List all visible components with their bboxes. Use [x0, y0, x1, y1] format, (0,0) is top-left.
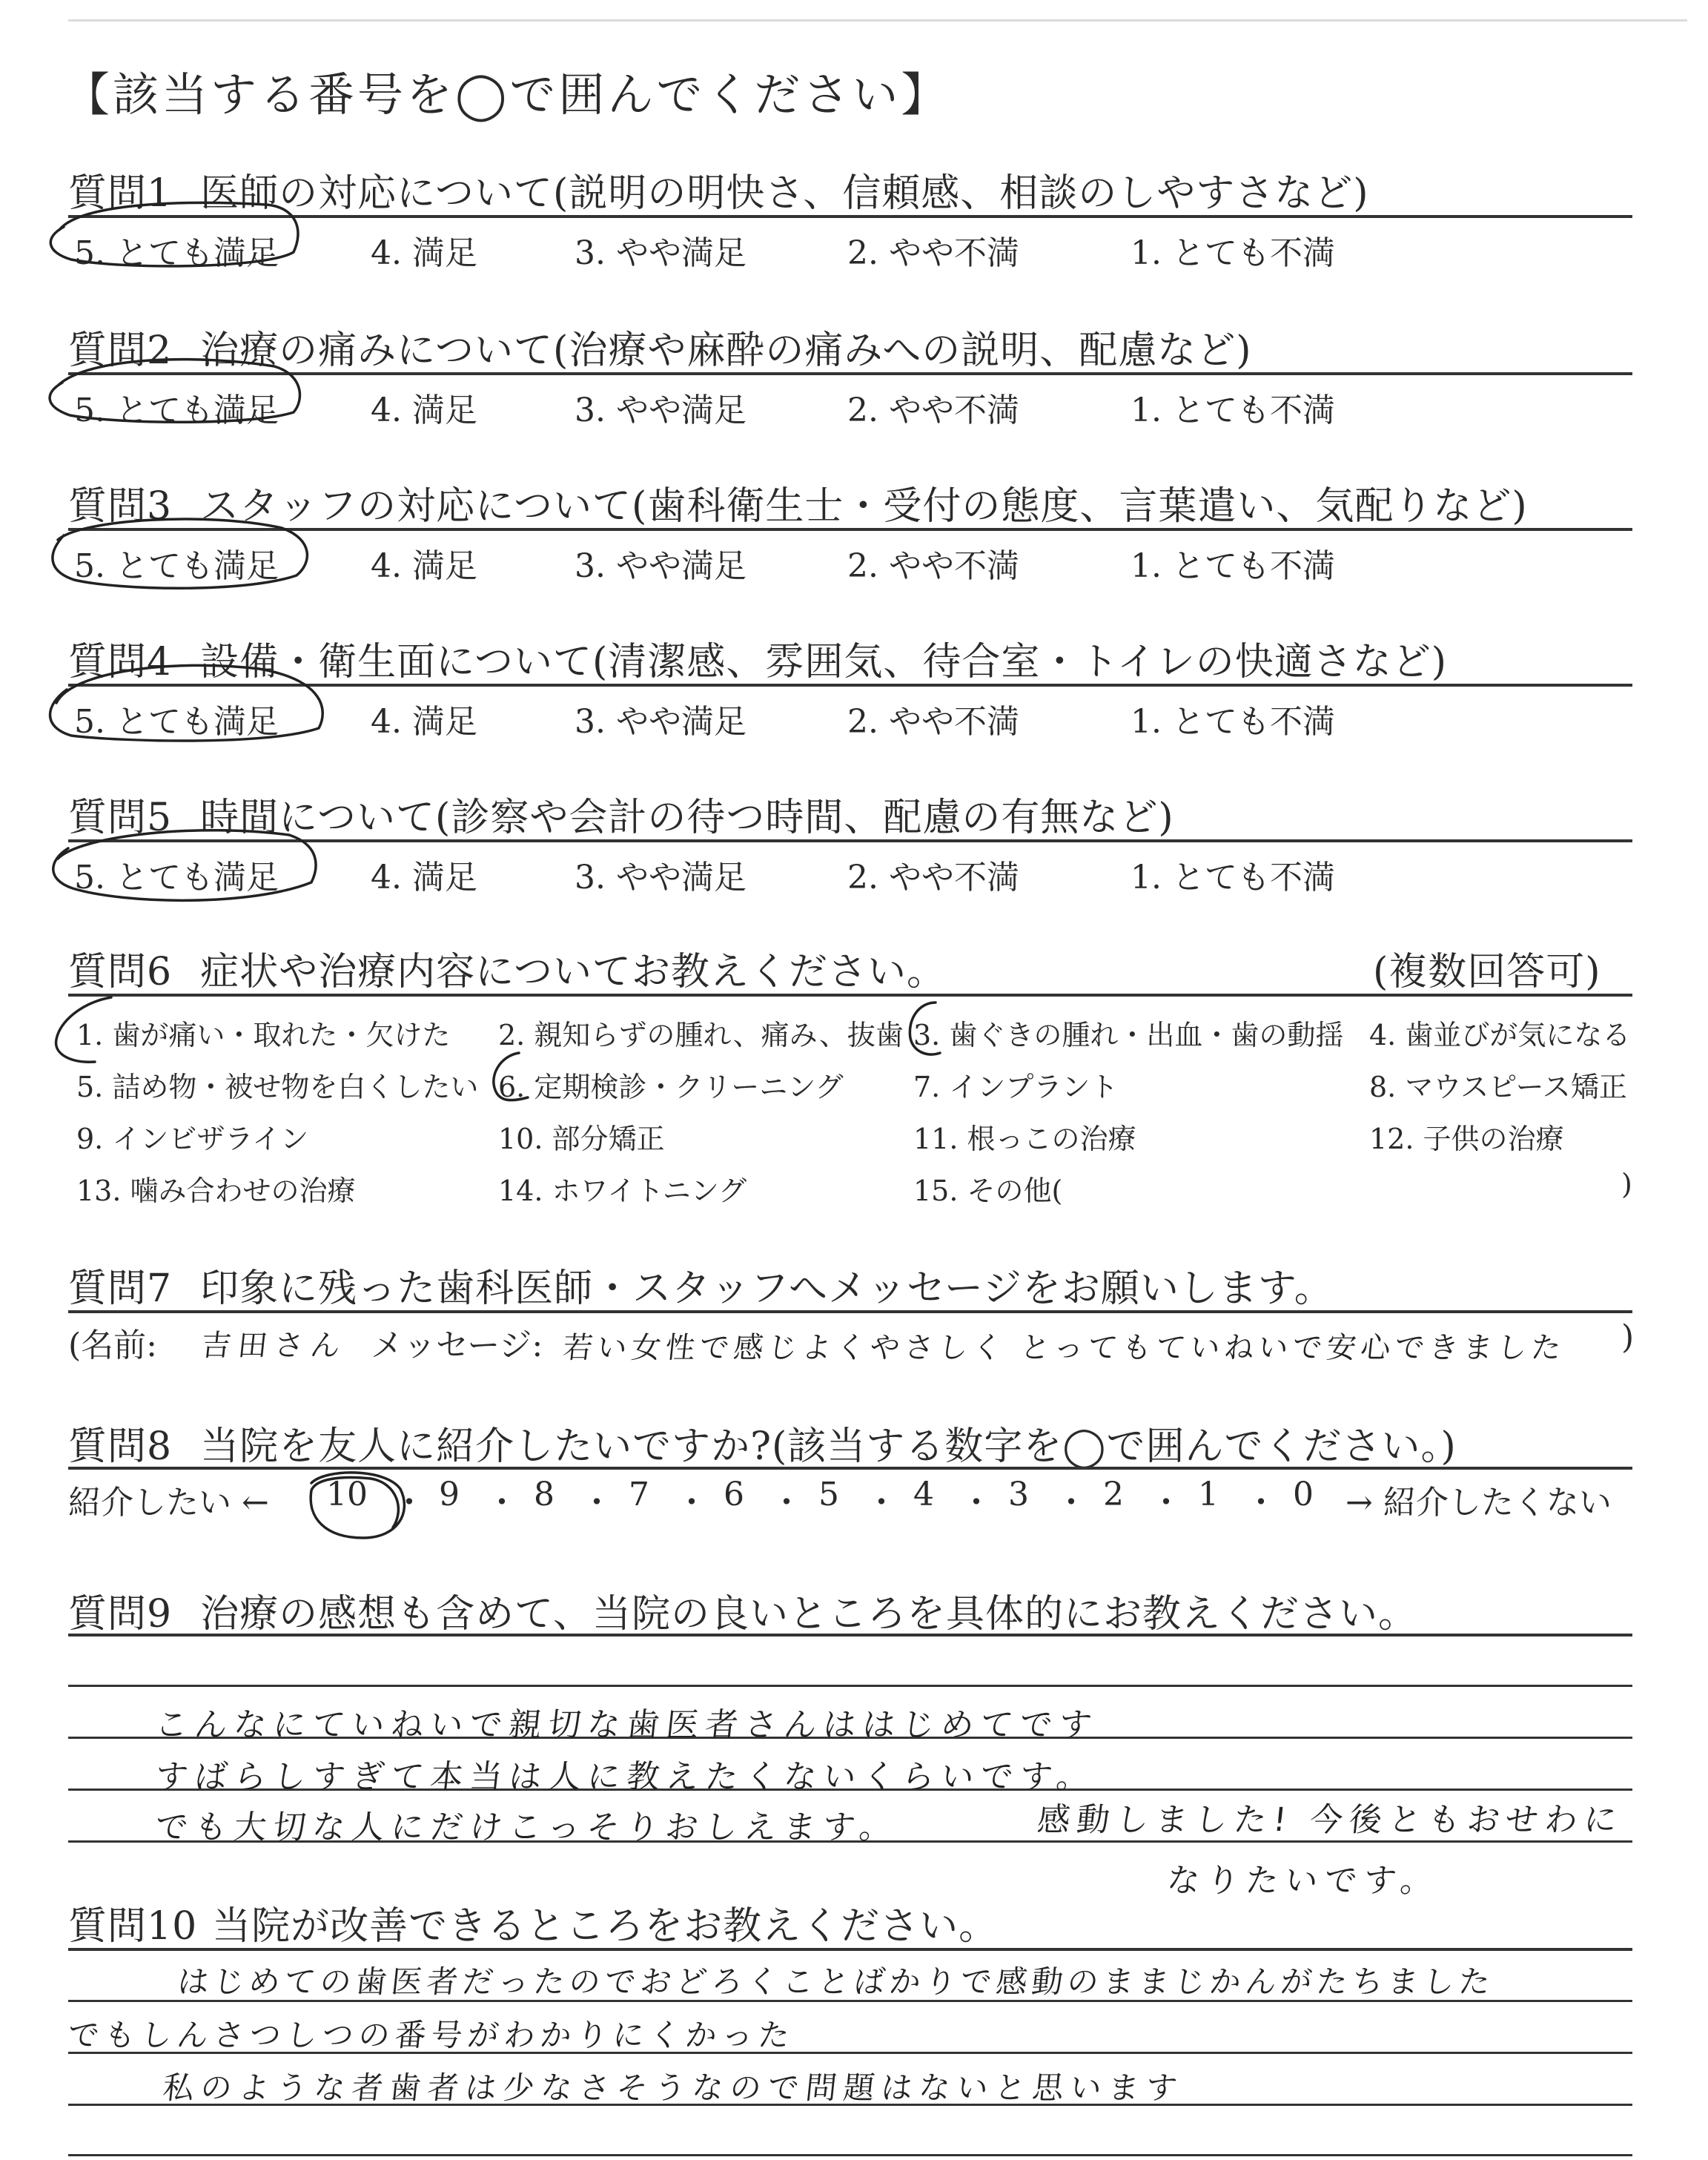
q8-right-label: → 紹介したくない: [1345, 1484, 1612, 1522]
question-3-rule: [68, 528, 1632, 531]
q8-scale-9[interactable]: 9: [439, 1476, 460, 1513]
question-6-rule: [68, 994, 1632, 997]
q2-option-3[interactable]: 3. やや満足: [575, 392, 747, 429]
question-7-rule: [68, 1310, 1632, 1313]
q6-option-15-close: ): [1621, 1168, 1632, 1200]
q2-option-2[interactable]: 2. やや不満: [847, 392, 1019, 429]
question-1-rule: [68, 215, 1632, 218]
q9-answer-text-5[interactable]: なりたいです。: [1165, 1862, 1442, 1900]
q10-answer-text-2[interactable]: でもしんさつしつの番号がわかりにくかった: [66, 2017, 797, 2053]
question-3-title: 質問3 スタッフの対応について(歯科衛生士・受付の態度、言葉遣い、気配りなど): [68, 484, 1528, 529]
q8-separator: ・: [580, 1484, 613, 1522]
q1-option-3[interactable]: 3. やや満足: [575, 234, 747, 272]
q3-option-4[interactable]: 4. 満足: [371, 547, 477, 585]
q6-option-6[interactable]: 6. 定期検診・クリーニング: [498, 1071, 844, 1103]
q6-option-4[interactable]: 4. 歯並びが気になる: [1369, 1019, 1631, 1051]
q1-option-2[interactable]: 2. やや不満: [847, 234, 1019, 272]
q1-option-1[interactable]: 1. とても不満: [1131, 234, 1335, 272]
q6-option-2[interactable]: 2. 親知らずの腫れ、痛み、抜歯: [498, 1019, 904, 1051]
question-4-rule: [68, 684, 1632, 687]
q2-option-4[interactable]: 4. 満足: [371, 392, 477, 429]
q7-name-value[interactable]: 吉田さん: [199, 1329, 349, 1363]
question-1-title: 質問1 医師の対応について(説明の明快さ、信頼感、相談のしやすさなど): [68, 171, 1369, 216]
q6-option-15[interactable]: 15. その他(: [913, 1175, 1063, 1207]
q9-answer-text-2[interactable]: すばらしすぎて本当は人に教えたくないくらいです。: [153, 1758, 1098, 1796]
q5-option-3[interactable]: 3. やや満足: [575, 859, 747, 896]
q8-scale-4[interactable]: 4: [913, 1476, 934, 1513]
q8-scale-10[interactable]: 10: [326, 1476, 368, 1513]
q9-answer-text-4[interactable]: 感動しました! 今後ともおせわに: [1035, 1801, 1626, 1839]
question-9-rule: [68, 1634, 1632, 1636]
question-7-title: 質問7 印象に残った歯科医師・スタッフへメッセージをお願いします。: [68, 1266, 1334, 1311]
q2-option-5[interactable]: 5. とても満足: [74, 392, 279, 429]
question-10-title: 質問10 当院が改善できるところをお教えください。: [68, 1904, 999, 1949]
q8-separator: ・: [1150, 1484, 1182, 1522]
question-5-rule: [68, 839, 1632, 842]
q8-left-label: 紹介したい ←: [68, 1484, 269, 1522]
q4-option-1[interactable]: 1. とても不満: [1131, 703, 1335, 741]
question-9-title: 質問9 治療の感想も含めて、当院の良いところを具体的にお教えください。: [68, 1592, 1418, 1636]
top-border: [68, 19, 1687, 22]
question-8-rule: [68, 1467, 1632, 1470]
q7-close-paren: ): [1621, 1318, 1635, 1356]
question-6-title: 質問6 症状や治療内容についてお教えください。: [68, 950, 947, 994]
q8-scale-6[interactable]: 6: [724, 1476, 744, 1513]
q8-separator: ・: [960, 1484, 993, 1522]
q5-option-1[interactable]: 1. とても不満: [1131, 859, 1335, 896]
q8-separator: ・: [486, 1484, 518, 1522]
q3-option-5[interactable]: 5. とても満足: [74, 547, 279, 585]
q6-option-11[interactable]: 11. 根っこの治療: [913, 1123, 1136, 1155]
question-6-note: (複数回答可): [1373, 950, 1601, 994]
q3-option-3[interactable]: 3. やや満足: [575, 547, 747, 585]
q6-option-8[interactable]: 8. マウスピース矯正: [1369, 1071, 1627, 1103]
q6-option-10[interactable]: 10. 部分矯正: [498, 1123, 665, 1155]
q2-option-1[interactable]: 1. とても不満: [1131, 392, 1335, 429]
q4-option-5[interactable]: 5. とても満足: [74, 703, 279, 741]
question-2-rule: [68, 372, 1632, 375]
question-5-title: 質問5 時間について(診察や会計の待つ時間、配慮の有無など): [68, 796, 1174, 840]
q7-name-label: (名前:: [68, 1327, 157, 1364]
q6-option-14[interactable]: 14. ホワイトニング: [498, 1175, 747, 1207]
q5-option-2[interactable]: 2. やや不満: [847, 859, 1019, 896]
q4-option-2[interactable]: 2. やや不満: [847, 703, 1019, 741]
q3-option-1[interactable]: 1. とても不満: [1131, 547, 1335, 585]
q4-option-3[interactable]: 3. やや満足: [575, 703, 747, 741]
q8-scale-1[interactable]: 1: [1198, 1476, 1219, 1513]
q8-separator: ・: [1055, 1484, 1088, 1522]
q8-separator: ・: [770, 1484, 803, 1522]
question-8-title: 質問8 当院を友人に紹介したいですか?(該当する数字を◯で囲んでください。): [68, 1424, 1457, 1469]
q7-message-label: メッセージ:: [371, 1327, 543, 1364]
q8-scale-3[interactable]: 3: [1008, 1476, 1029, 1513]
q5-option-5[interactable]: 5. とても満足: [74, 859, 279, 896]
q8-separator: ・: [865, 1484, 898, 1522]
q8-scale-5[interactable]: 5: [818, 1476, 839, 1513]
page-title: 【該当する番号を◯で囲んでください】: [64, 67, 950, 122]
q6-option-13[interactable]: 13. 噛み合わせの治療: [76, 1175, 356, 1207]
q6-option-3[interactable]: 3. 歯ぐきの腫れ・出血・歯の動揺: [913, 1019, 1344, 1051]
q9-answer-text-3[interactable]: でも大切な人にだけこっそりおしえます。: [153, 1809, 901, 1846]
q6-option-7[interactable]: 7. インプラント: [913, 1071, 1119, 1103]
q8-scale-0[interactable]: 0: [1293, 1476, 1314, 1513]
q7-message-value[interactable]: 若い女性で感じよくやさしく とってもていねいで安心できました: [561, 1331, 1567, 1365]
question-2-title: 質問2 治療の痛みについて(治療や麻酔の痛みへの説明、配慮など): [68, 328, 1252, 373]
question-4-title: 質問4 設備・衛生面について(清潔感、雰囲気、待合室・トイレの快適さなど): [68, 640, 1448, 684]
q10-answer-line: [68, 2154, 1632, 2156]
q8-separator: ・: [393, 1484, 426, 1522]
q8-separator: ・: [1245, 1484, 1277, 1522]
q6-option-12[interactable]: 12. 子供の治療: [1369, 1123, 1564, 1155]
question-10-rule: [68, 1948, 1632, 1951]
q10-answer-text-1[interactable]: はじめての歯医者だったのでおどろくことばかりで感動のままじかんがたちました: [176, 1964, 1497, 2000]
q6-option-9[interactable]: 9. インビザライン: [76, 1123, 309, 1155]
q8-scale-2[interactable]: 2: [1103, 1476, 1124, 1513]
q8-separator: ・: [675, 1484, 708, 1522]
q1-option-5[interactable]: 5. とても満足: [74, 234, 279, 272]
q9-answer-text-1[interactable]: こんなにていねいで親切な歯医者さんははじめてです: [153, 1706, 1101, 1744]
q8-scale-7[interactable]: 7: [629, 1476, 649, 1513]
q1-option-4[interactable]: 4. 満足: [371, 234, 477, 272]
q4-option-4[interactable]: 4. 満足: [371, 703, 477, 741]
q10-answer-text-3[interactable]: 私のような者歯者は少なさそうなので問題はないと思います: [161, 2070, 1186, 2106]
q9-answer-line: [68, 1685, 1632, 1687]
q3-option-2[interactable]: 2. やや不満: [847, 547, 1019, 585]
q6-option-1[interactable]: 1. 歯が痛い・取れた・欠けた: [76, 1019, 451, 1051]
q6-option-5[interactable]: 5. 詰め物・被せ物を白くしたい: [76, 1071, 479, 1103]
q8-scale-8[interactable]: 8: [534, 1476, 555, 1513]
q5-option-4[interactable]: 4. 満足: [371, 859, 477, 896]
